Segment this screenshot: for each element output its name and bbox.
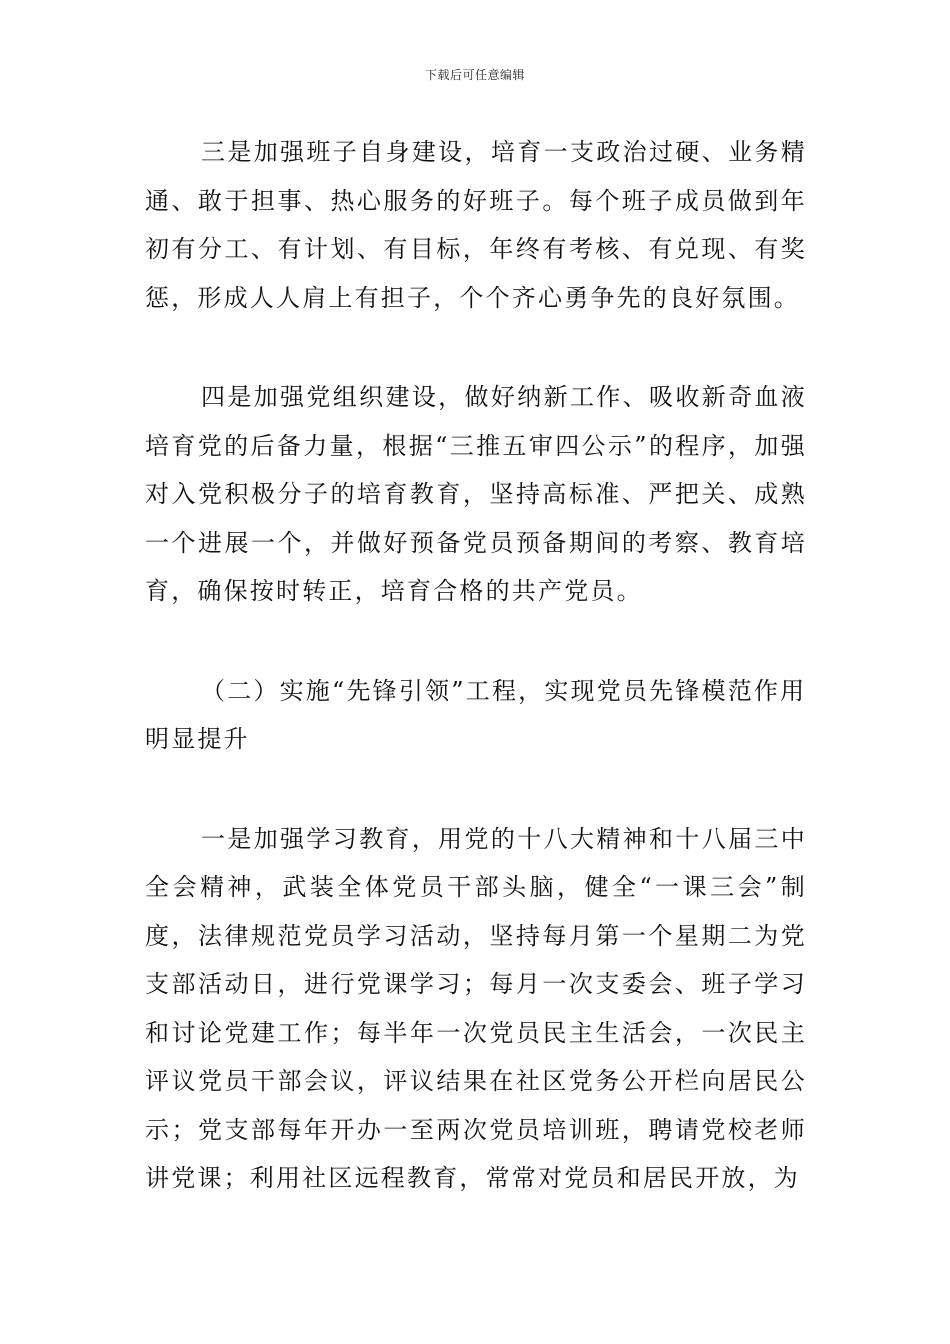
paragraph-2: 四是加强党组织建设，做好纳新工作、吸收新奇血液培育党的后备力量，根据“三推五审四公示”的程序，加强对入党积极分子的培育教育，坚持高标准、严把关、成熟一个进展一个，并做好预备党员预备期间的考察、教育培育，确保按时转正，培育合格的共产党员。 xyxy=(145,383,807,605)
paragraph-gap xyxy=(145,616,807,667)
paragraph-1: 三是加强班子自身建设，培育一支政治过硬、业务精通、敢于担事、热心服务的好班子。每个班子成员做到年初有分工、有计划、有目标，年终有考核、有兑现、有奖惩，形成人人肩上有担子，个个齐心勇争先的良好氛围。 xyxy=(145,138,807,312)
header-note: 下载后可任意编辑 xyxy=(424,68,525,82)
paragraph-3: 一是加强学习教育，用党的十八大精神和十八届三中全会精神，武装全体党员干部头脑，健全“一课三会”制度，法律规范党员学习活动，坚持每月第一个星期二为党支部活动日，进行党课学习；每月一次支委会、班子学习和讨论党建工作；每半年一次党员民主生活会，一次民主评议党员干部会议，评议结果在社区党务公开栏向居民公示；党支部每年开办一至两次党员培训班，聘请党校老师讲党课；利用社区远程教育，常常对党员和居民开放，为 xyxy=(145,824,807,1192)
document-body xyxy=(145,128,807,1203)
paragraph-gap xyxy=(145,764,807,815)
paragraph-gap xyxy=(145,322,807,373)
section-heading: （二）实施“先锋引领”工程，实现党员先锋模范作用明显提升 xyxy=(145,676,807,753)
